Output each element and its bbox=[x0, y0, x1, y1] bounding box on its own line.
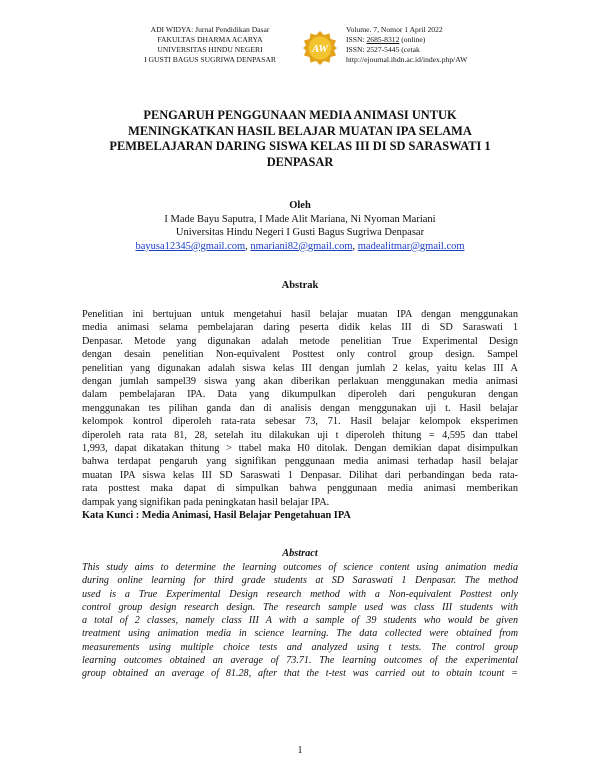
email-link[interactable]: bayusa12345@gmail.com bbox=[135, 240, 246, 252]
abstrak-line: media animasi selama pembelajaran daring peserta didik kelas III di SD Saraswati 1 bbox=[82, 322, 518, 334]
title-line: PENGARUH PENGGUNAAN MEDIA ANIMASI UNTUK bbox=[143, 108, 457, 122]
abstrak-line: dampak yang signifikan pada peningkatan hasil belajar IPA. bbox=[82, 496, 330, 508]
author-affiliation: Universitas Hindu Negeri I Gusti Bagus Sugriwa Denpasar bbox=[175, 227, 425, 239]
abstract-en-heading: Abstract bbox=[282, 548, 318, 559]
paper-title bbox=[60, 108, 540, 170]
oleh-label: Oleh bbox=[289, 200, 311, 211]
abstract-en-line: This study aims to determine the learning outcomes of science content using animation media bbox=[82, 562, 518, 573]
university-city: I GUSTI BAGUS SUGRIWA DENPASAR bbox=[144, 55, 276, 64]
abstrak-line: penelitian yang digunakan adalah siswa kelas III dengan jumlah 2 kelas, yaitu kelas III A bbox=[82, 362, 518, 374]
abstrak-line: muatan IPA siswa kelas III SD Saraswati 1 Denpasar. Dilihat dari perbandingan beda rata- bbox=[82, 469, 518, 481]
abstract-en-line: group obtained an average of 81.28, after that the t-test was carried out to obtain tcount = bbox=[82, 668, 518, 680]
author-names: I Made Bayu Saputra, I Made Alit Mariana, Ni Nyoman Mariani bbox=[164, 213, 436, 225]
journal-header-left bbox=[110, 25, 310, 65]
abstract-en-line: treatment using animation media in science learning. The data collected were obtained from bbox=[82, 628, 518, 640]
abstrak-line: diperoleh rata rata 81, 28, setelah itu dilakukan uji t diperoleh thitung = 4,595 dan ttabel bbox=[82, 429, 518, 441]
abstrak-line: dengan jumlah sampel39 siswa yang akan diberikan perlakuan menggunakan media animasi bbox=[82, 376, 518, 388]
abstrak-line: rata posttest maka dapat di simpulkan bahwa penggunaan media animasi memberikan bbox=[82, 483, 518, 495]
title-line: MENINGKATKAN HASIL BELAJAR MUATAN IPA SELAMA bbox=[128, 123, 472, 138]
abstrak-heading: Abstrak bbox=[281, 280, 319, 291]
abstrak-line: dalam pembelajaran IPA. Data yang dikumpulkan diperoleh dari pengukuran dengan bbox=[82, 389, 518, 401]
abstrak-line: kelompok kontrol diperoleh rata-rata sebesar 73, 71. Hasil belajar kelompok eksperimen bbox=[82, 416, 518, 428]
abstrak-body bbox=[82, 308, 518, 523]
abstract-en-line: a total of 2 classes, namely class III A with a sample of 39 students who would be given bbox=[82, 615, 518, 627]
email-separator: , bbox=[245, 240, 251, 252]
abstrak-line: Penelitian ini bertujuan untuk mengetahui hasil belajar muatan IPA dengan menggunakan bbox=[82, 309, 518, 320]
journal-url[interactable]: http://ejournal.ihdn.ac.id/index.php/AW bbox=[346, 55, 468, 64]
university-name: UNIVERSITAS HINDU NEGERI bbox=[157, 45, 263, 54]
issn-print: ISSN: 2527-5445 (cetak bbox=[346, 45, 420, 54]
issn-online-label: ISSN: bbox=[346, 35, 367, 44]
author-block bbox=[40, 199, 560, 253]
author-emails bbox=[40, 240, 560, 254]
abstract-en-line: measurements using multiple choice tests and analyzed using t tests. The control group bbox=[82, 641, 518, 653]
title-line: DENPASAR bbox=[266, 154, 334, 169]
abstrak-line: 1,993, dapat dikatakan thitung > ttabel maka H0 ditolak. Dengan demikian dapat disimpulkan bbox=[82, 443, 518, 455]
abstrak-line: Denpasar. Metode yang digunakan adalah metode penelitian True Experimental Design bbox=[82, 335, 518, 347]
issn-online-number[interactable]: 2685-8312 bbox=[366, 35, 400, 44]
abstract-en-line: used is a True Experimental Design research method with a Non-equivalent Posttest only bbox=[82, 588, 518, 600]
volume-info: Volume. 7, Nomor 1 April 2022 bbox=[346, 25, 443, 34]
journal-logo bbox=[303, 31, 337, 65]
abstract-en-line: control group design research design. The research sample used was class III students with bbox=[82, 601, 518, 613]
journal-header-right bbox=[346, 25, 546, 65]
journal-name: ADI WIDYA: Jurnal Pendidikan Dasar bbox=[150, 25, 270, 34]
email-separator: , bbox=[352, 240, 358, 252]
abstract-en-line: learning outcomes obtained an average of 73.71. The learning outcomes of the experimental bbox=[82, 655, 518, 667]
abstract-en-body bbox=[82, 561, 518, 681]
abstrak-line: dengan desain penelitian Non-equivalent Posttest only control group design. Sampel bbox=[82, 349, 518, 361]
abstrak-line: menggunakan tes pilihan ganda dan di analisis dengan menggunakan uji t. Hasil belajar bbox=[82, 402, 518, 414]
email-link[interactable]: madealitmar@gmail.com bbox=[357, 240, 465, 252]
keywords: Kata Kunci : Media Animasi, Hasil Belajar Pengetahuan IPA bbox=[82, 510, 351, 522]
email-link[interactable]: nmariani82@gmail.com bbox=[250, 240, 353, 252]
abstract-en-line: during online learning for third grade students at SD Saraswati 1 Denpasar. The method bbox=[82, 575, 518, 587]
faculty-name: FAKULTAS DHARMA ACARYA bbox=[157, 35, 263, 44]
issn-online bbox=[346, 35, 546, 45]
logo-text: AW bbox=[311, 43, 329, 55]
page-number: 1 bbox=[297, 745, 303, 756]
issn-online-suffix: (online) bbox=[399, 35, 426, 44]
abstrak-line: bahwa terdapat pengaruh yang signifikan penggunaan media animasi terhadap hasil belajar bbox=[82, 456, 518, 468]
title-line: PEMBELAJARAN DARING SISWA KELAS III DI SD SARASWATI 1 bbox=[109, 139, 491, 154]
